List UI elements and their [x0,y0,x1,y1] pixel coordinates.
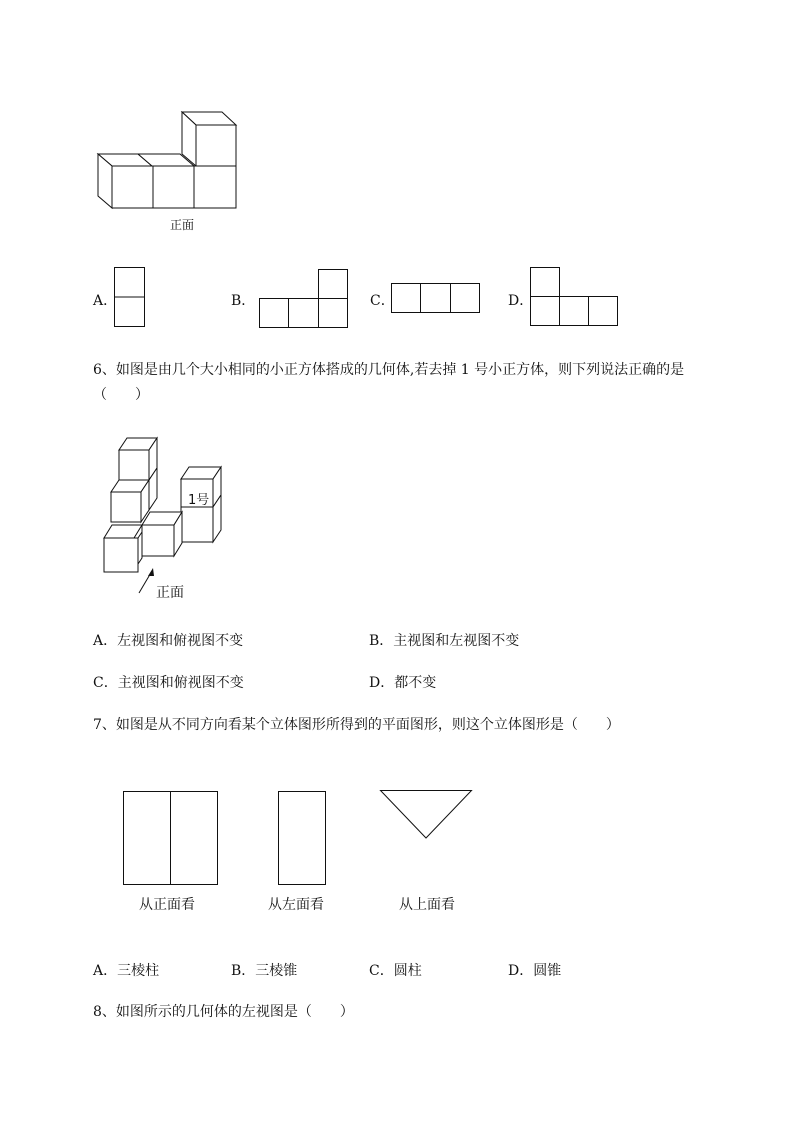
q7-option-a[interactable]: A．三棱柱 [93,963,160,979]
option-b-figure [259,269,349,329]
q7-option-b[interactable]: B．三棱锥 [231,963,298,979]
front-caption: 正面 [170,218,195,232]
q6-option-d[interactable]: D．都不变 [369,675,437,691]
front-direction-label: 正面 [156,585,184,601]
q6-option-c[interactable]: C．主视图和俯视图不变 [93,675,244,691]
option-a-figure [114,267,146,329]
question-7-text: 7、如图是从不同方向看某个立体图形所得到的平面图形，则这个立体图形是（ ） [93,717,620,733]
option-d-label[interactable]: D． [508,293,534,309]
q6-option-b[interactable]: B．主视图和左视图不变 [369,633,520,649]
q6-option-a[interactable]: A．左视图和俯视图不变 [93,633,244,649]
front-view-caption: 从正面看 [139,897,195,913]
option-d-figure [530,267,620,329]
q7-option-d[interactable]: D．圆锥 [508,963,562,979]
option-a-label[interactable]: A． [93,293,118,309]
cube-structure-figure [0,430,300,610]
option-c-label[interactable]: C． [370,293,395,309]
option-c-figure [391,283,481,314]
option-b-label[interactable]: B． [231,293,256,309]
cube-1-label: 1号 [188,493,210,508]
q7-option-c[interactable]: C．圆柱 [369,963,422,979]
question-8-text: 8、如图所示的几何体的左视图是（ ） [93,1004,354,1020]
cube-stack-figure [0,0,794,240]
left-view-caption: 从左面看 [268,897,324,913]
question-6-paren: （ ） [93,387,149,403]
top-view-caption: 从上面看 [399,897,455,913]
question-6-text: 6、如图是由几个大小相同的小正方体搭成的几何体,若去掉 1 号小正方体，则下列说法正确的是 [93,362,685,378]
three-views-figure [0,780,500,900]
